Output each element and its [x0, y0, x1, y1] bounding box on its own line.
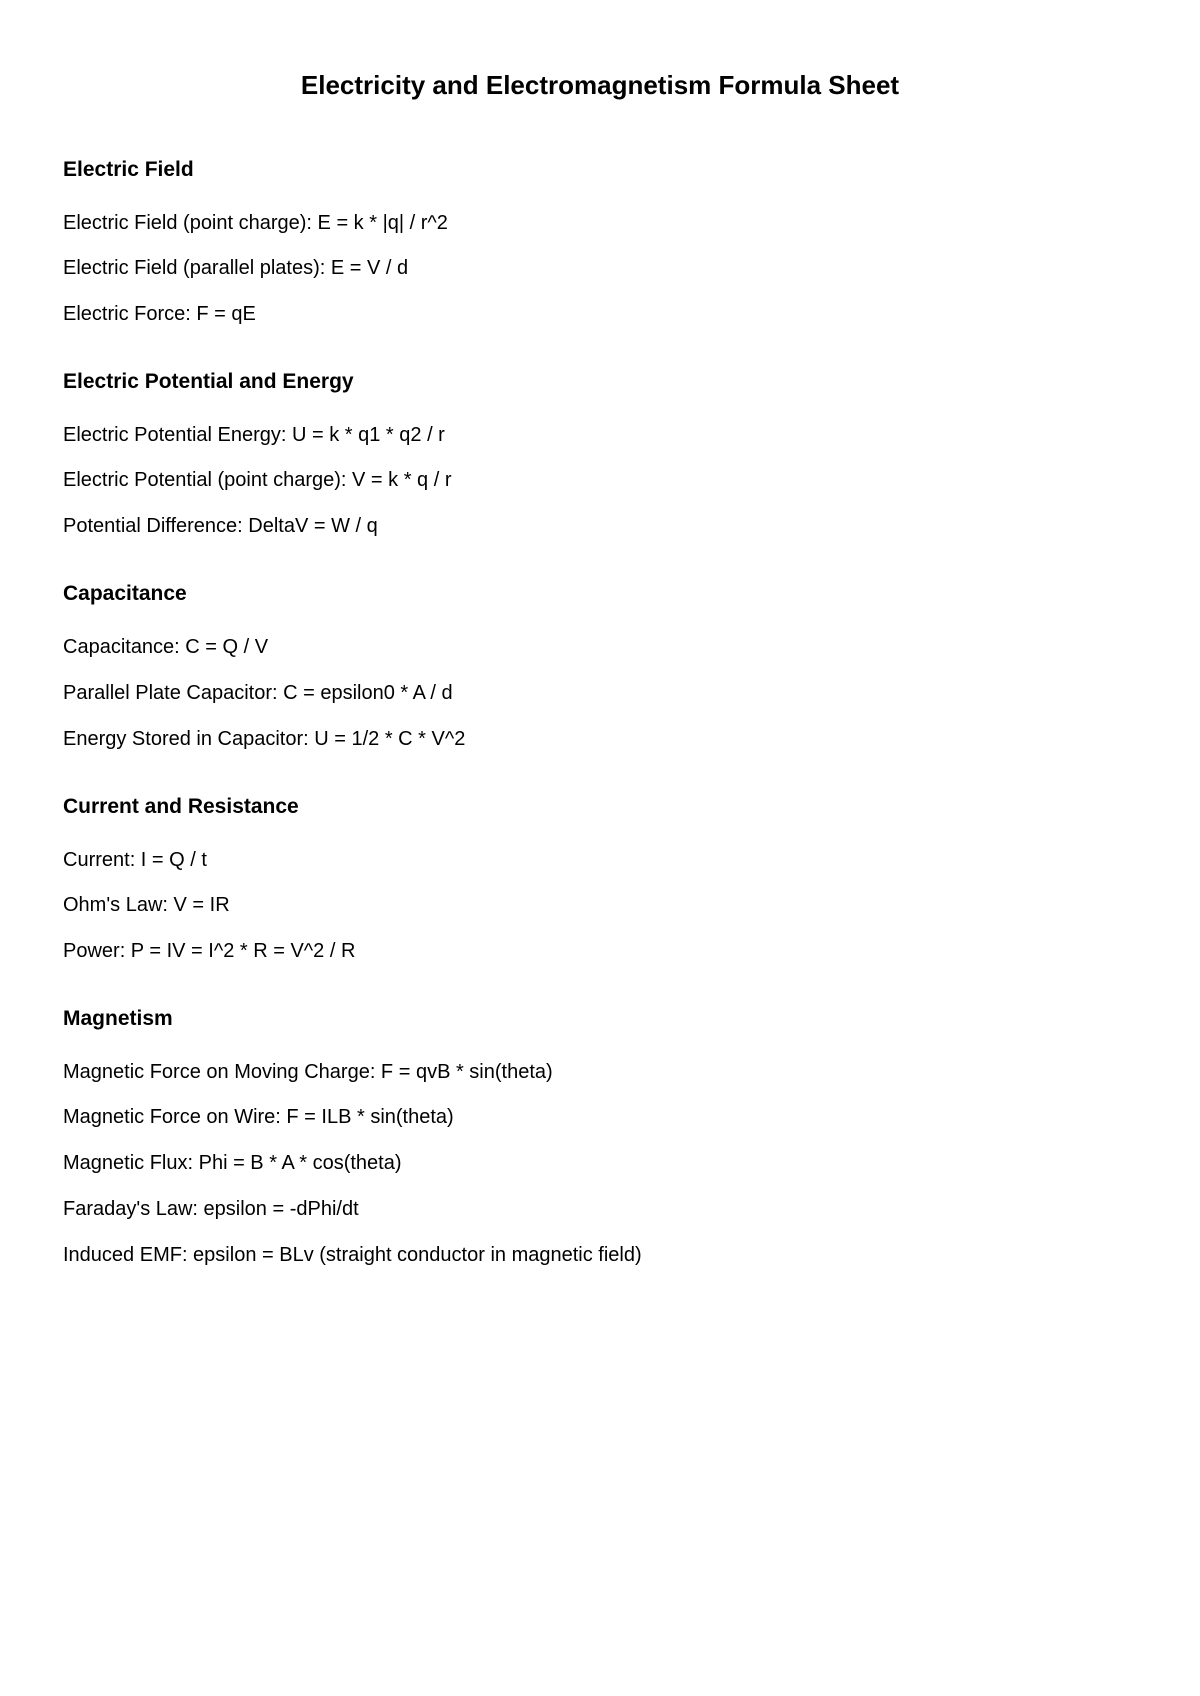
formula-line: Parallel Plate Capacitor: C = epsilon0 * A / d — [63, 682, 453, 704]
formula-line: Induced EMF: epsilon = BLv (straight conductor in magnetic field) — [63, 1244, 642, 1266]
formula-line: Electric Field (parallel plates): E = V / d — [63, 257, 409, 279]
formula-line: Magnetic Force on Wire: F = ILB * sin(theta) — [63, 1106, 454, 1128]
formula-line: Capacitance: C = Q / V — [63, 636, 269, 658]
formula-line: Electric Force: F = qE — [63, 303, 256, 325]
formula-line: Ohm's Law: V = IR — [63, 894, 230, 916]
formula-line: Current: I = Q / t — [63, 849, 207, 871]
formula-line: Electric Potential Energy: U = k * q1 * q2 / r — [63, 424, 445, 446]
formula-line: Magnetic Force on Moving Charge: F = qvB * sin(theta) — [63, 1061, 553, 1083]
section-heading-capacitance: Capacitance — [63, 582, 187, 605]
formula-line: Faraday's Law: epsilon = -dPhi/dt — [63, 1198, 359, 1220]
section-heading-current-resistance: Current and Resistance — [63, 795, 299, 818]
section-heading-magnetism: Magnetism — [63, 1007, 173, 1030]
page-title: Electricity and Electromagnetism Formula Sheet — [300, 70, 900, 100]
section-heading-electric-potential: Electric Potential and Energy — [63, 370, 354, 393]
formula-line: Power: P = IV = I^2 * R = V^2 / R — [63, 940, 356, 962]
formula-line: Electric Potential (point charge): V = k * q / r — [63, 469, 452, 491]
formula-line: Potential Difference: DeltaV = W / q — [63, 515, 378, 537]
formula-line: Electric Field (point charge): E = k * |q| / r^2 — [63, 212, 448, 234]
section-heading-electric-field: Electric Field — [63, 158, 194, 181]
formula-line: Energy Stored in Capacitor: U = 1/2 * C * V^2 — [63, 728, 466, 750]
formula-line: Magnetic Flux: Phi = B * A * cos(theta) — [63, 1152, 402, 1174]
